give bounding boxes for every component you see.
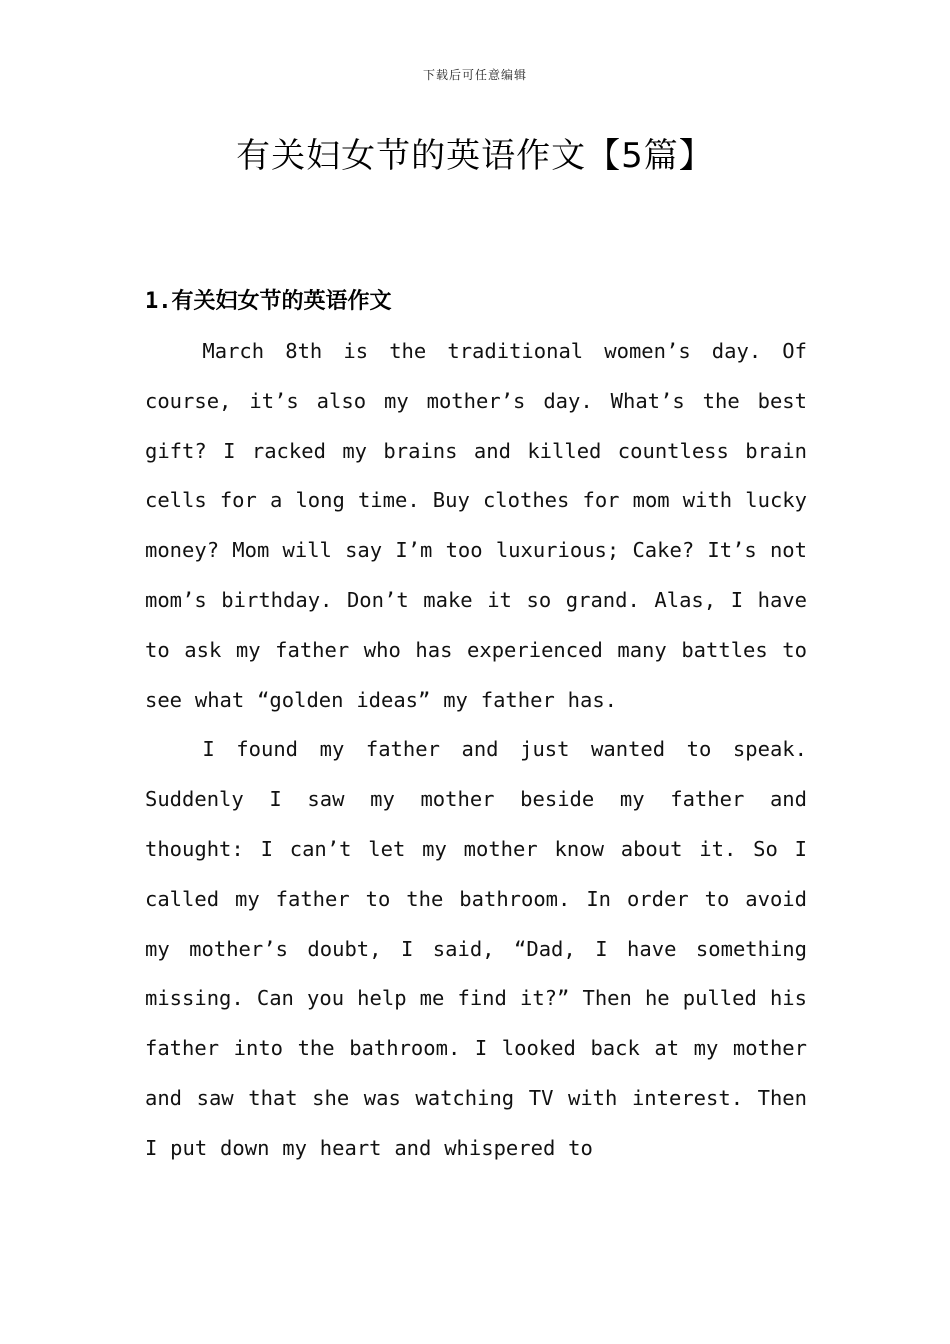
paragraph-1: March 8th is the traditional women’s day. Of course, it’s also my mother’s day. What’s the best gift? I racked my brains and killed countless brain cells for a long time. Buy clothes for mom with lucky money? Mom will say I’m too luxurious; Cake? It’s not mom’s birthday. Don’t make it so grand. Alas, I have to ask my father who has experienced many battles to see what “golden ideas” my father has. [145, 339, 807, 712]
paragraph-2: I found my father and just wanted to speak. Suddenly I saw my mother beside my father and thought: I can’t let my mother know about it. So I called my father to the bathroom. In order to avoid my mother’s doubt, I said, “Dad, I have something missing. Can you help me find it?” Then he pulled his father into the bathroom. I looked back at my mother and saw that she was watching TV with interest. Then I put down my heart and whispered to [145, 737, 807, 1160]
section-heading: 1.有关妇女节的英语作文 [145, 289, 392, 314]
essay-body [145, 327, 807, 1174]
document-title: 有关妇女节的英语作文【5篇】 [236, 136, 714, 176]
header-note: 下载后可任意编辑 [422, 68, 527, 82]
